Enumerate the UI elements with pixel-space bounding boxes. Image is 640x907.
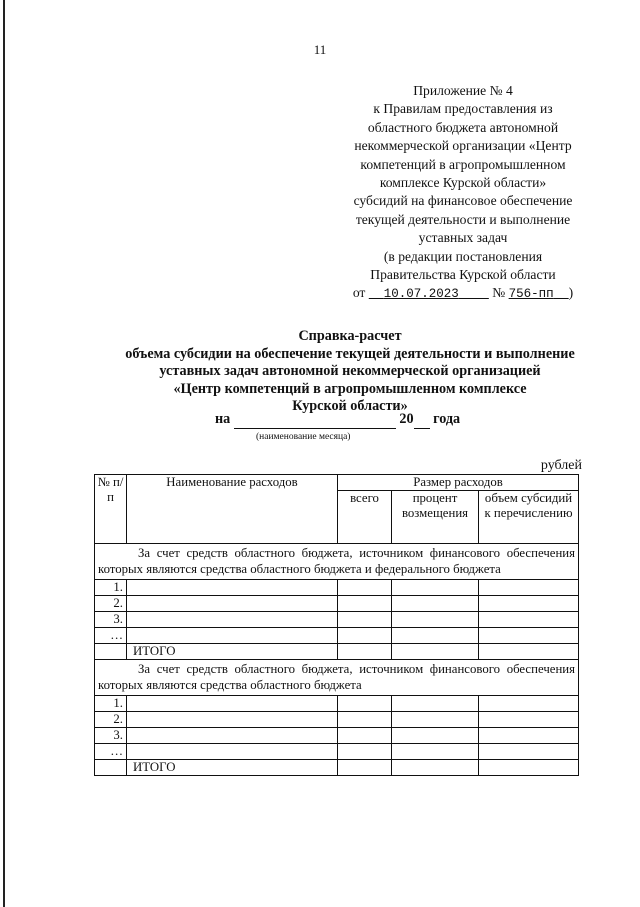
appendix-line: к Правилам предоставления из bbox=[373, 101, 553, 117]
total-label: ИТОГО bbox=[127, 644, 338, 660]
row-amount-cell[interactable] bbox=[479, 612, 579, 628]
table-row bbox=[95, 612, 579, 628]
from-label: от bbox=[352, 285, 366, 301]
appendix-line: областного бюджета автономной bbox=[367, 119, 559, 135]
appendix-line: субсидий на финансовое обеспечение bbox=[353, 193, 573, 209]
appendix-line: компетенций в агропромышленном bbox=[360, 156, 566, 172]
year-blank bbox=[414, 411, 430, 429]
total-blank bbox=[95, 760, 127, 776]
row-name-cell[interactable] bbox=[127, 580, 338, 596]
row-number: 1. bbox=[95, 696, 127, 712]
total-percent-cell[interactable] bbox=[392, 760, 479, 776]
row-total-cell[interactable] bbox=[338, 728, 392, 744]
section-caption: За счет средств областного бюджета, источником финансового обеспечения которых являются средства областного бюджета и федерального бюджета bbox=[95, 544, 579, 580]
header-num: № п/п bbox=[95, 475, 127, 544]
row-amount-cell[interactable] bbox=[479, 580, 579, 596]
expense-table bbox=[94, 474, 579, 776]
year-prefix: 20 bbox=[399, 411, 414, 427]
header-name: Наименование расходов bbox=[127, 475, 338, 544]
document-title bbox=[60, 328, 640, 416]
row-total-cell[interactable] bbox=[338, 744, 392, 760]
row-total-cell[interactable] bbox=[338, 712, 392, 728]
row-percent-cell[interactable] bbox=[392, 728, 479, 744]
page-number: 11 bbox=[313, 42, 327, 57]
close-paren: ) bbox=[568, 285, 574, 301]
row-total-cell[interactable] bbox=[338, 580, 392, 596]
row-percent-cell[interactable] bbox=[392, 712, 479, 728]
appendix-line: уставных задач bbox=[418, 230, 508, 246]
row-total-cell[interactable] bbox=[338, 612, 392, 628]
row-name-cell[interactable] bbox=[127, 596, 338, 612]
appendix-date-line bbox=[318, 284, 608, 303]
row-number: 3. bbox=[95, 612, 127, 628]
row-percent-cell[interactable] bbox=[392, 580, 479, 596]
header-size: Размер расходов bbox=[338, 475, 579, 491]
header-percent: процент возмещения bbox=[392, 491, 479, 544]
row-amount-cell[interactable] bbox=[479, 712, 579, 728]
period-prefix: на bbox=[215, 411, 231, 427]
table-row bbox=[95, 696, 579, 712]
row-amount-cell[interactable] bbox=[479, 596, 579, 612]
total-label: ИТОГО bbox=[127, 760, 338, 776]
month-blank bbox=[234, 411, 396, 429]
row-name-cell[interactable] bbox=[127, 628, 338, 644]
section-caption-row bbox=[95, 544, 579, 580]
row-name-cell[interactable] bbox=[127, 696, 338, 712]
period-line bbox=[215, 411, 460, 429]
decree-date: 10.07.2023 bbox=[383, 287, 459, 302]
table-row bbox=[95, 628, 579, 644]
row-number: 1. bbox=[95, 580, 127, 596]
total-row bbox=[95, 644, 579, 660]
row-percent-cell[interactable] bbox=[392, 612, 479, 628]
row-number: … bbox=[95, 744, 127, 760]
total-sum-cell[interactable] bbox=[338, 760, 392, 776]
header-row bbox=[95, 475, 579, 491]
row-amount-cell[interactable] bbox=[479, 744, 579, 760]
row-amount-cell[interactable] bbox=[479, 728, 579, 744]
month-note: (наименование месяца) bbox=[256, 432, 351, 442]
row-total-cell[interactable] bbox=[338, 596, 392, 612]
total-sum-cell[interactable] bbox=[338, 644, 392, 660]
total-amount-cell[interactable] bbox=[479, 644, 579, 660]
currency-note: рублей bbox=[540, 458, 582, 473]
row-name-cell[interactable] bbox=[127, 612, 338, 628]
total-percent-cell[interactable] bbox=[392, 644, 479, 660]
period-suffix: года bbox=[433, 411, 461, 427]
row-number: 2. bbox=[95, 596, 127, 612]
row-name-cell[interactable] bbox=[127, 712, 338, 728]
table-row bbox=[95, 728, 579, 744]
table-row bbox=[95, 744, 579, 760]
section-caption: За счет средств областного бюджета, источником финансового обеспечения которых являются средства областного бюджета bbox=[95, 660, 579, 696]
row-percent-cell[interactable] bbox=[392, 596, 479, 612]
row-number: 3. bbox=[95, 728, 127, 744]
appendix-line: Правительства Курской области bbox=[370, 267, 556, 283]
table-row bbox=[95, 580, 579, 596]
row-percent-cell[interactable] bbox=[392, 696, 479, 712]
title-line: Справка-расчет bbox=[298, 328, 402, 344]
title-line: «Центр компетенций в агропромышленном комплексе bbox=[173, 380, 527, 397]
header-total: всего bbox=[338, 491, 392, 544]
total-blank bbox=[95, 644, 127, 660]
decree-number: 756-пп bbox=[508, 287, 554, 302]
row-total-cell[interactable] bbox=[338, 628, 392, 644]
appendix-line: (в редакции постановления bbox=[383, 248, 543, 264]
row-amount-cell[interactable] bbox=[479, 628, 579, 644]
number-sign: № bbox=[492, 285, 506, 301]
title-line: объема субсидии на обеспечение текущей деятельности и выполнение bbox=[125, 345, 575, 362]
title-line: уставных задач автономной некоммерческой организацией bbox=[159, 363, 541, 380]
appendix-line: комплексе Курской области» bbox=[379, 175, 547, 191]
row-number: … bbox=[95, 628, 127, 644]
table-row bbox=[95, 712, 579, 728]
appendix-line: некоммерческой организации «Центр bbox=[354, 138, 572, 154]
row-percent-cell[interactable] bbox=[392, 628, 479, 644]
total-row bbox=[95, 760, 579, 776]
table-row bbox=[95, 596, 579, 612]
row-percent-cell[interactable] bbox=[392, 744, 479, 760]
title-line: Курской области» bbox=[292, 398, 408, 415]
row-name-cell[interactable] bbox=[127, 744, 338, 760]
appendix-block bbox=[318, 82, 608, 304]
appendix-line: текущей деятельности и выполнение bbox=[355, 211, 571, 227]
row-total-cell[interactable] bbox=[338, 696, 392, 712]
header-amount: объем субсидий к перечислению bbox=[479, 491, 579, 544]
section-caption-row bbox=[95, 660, 579, 696]
scan-left-edge bbox=[3, 0, 5, 907]
row-name-cell[interactable] bbox=[127, 728, 338, 744]
appendix-line: Приложение № 4 bbox=[413, 83, 513, 98]
total-amount-cell[interactable] bbox=[479, 760, 579, 776]
row-number: 2. bbox=[95, 712, 127, 728]
row-amount-cell[interactable] bbox=[479, 696, 579, 712]
